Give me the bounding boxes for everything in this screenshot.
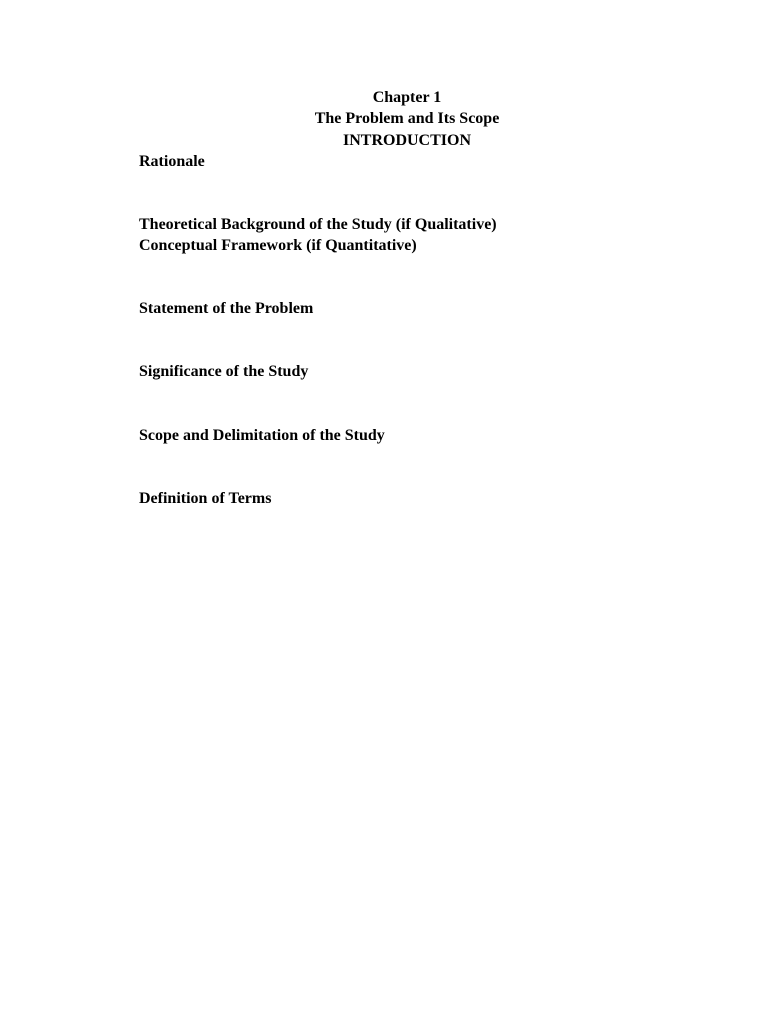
heading-definition-of-terms: Definition of Terms	[139, 490, 272, 507]
heading-conceptual-framework: Conceptual Framework (if Quantitative)	[139, 237, 417, 254]
heading-scope-delimitation: Scope and Delimitation of the Study	[139, 427, 385, 444]
heading-significance: Significance of the Study	[139, 363, 309, 380]
heading-rationale: Rationale	[139, 153, 205, 170]
section-title: INTRODUCTION	[342, 131, 471, 149]
chapter-title: The Problem and Its Scope	[314, 110, 500, 128]
chapter-header	[0, 87, 768, 151]
heading-theoretical-background: Theoretical Background of the Study (if Qualitative)	[139, 216, 497, 233]
heading-statement-of-problem: Statement of the Problem	[139, 300, 314, 317]
chapter-number: Chapter 1	[372, 89, 442, 106]
